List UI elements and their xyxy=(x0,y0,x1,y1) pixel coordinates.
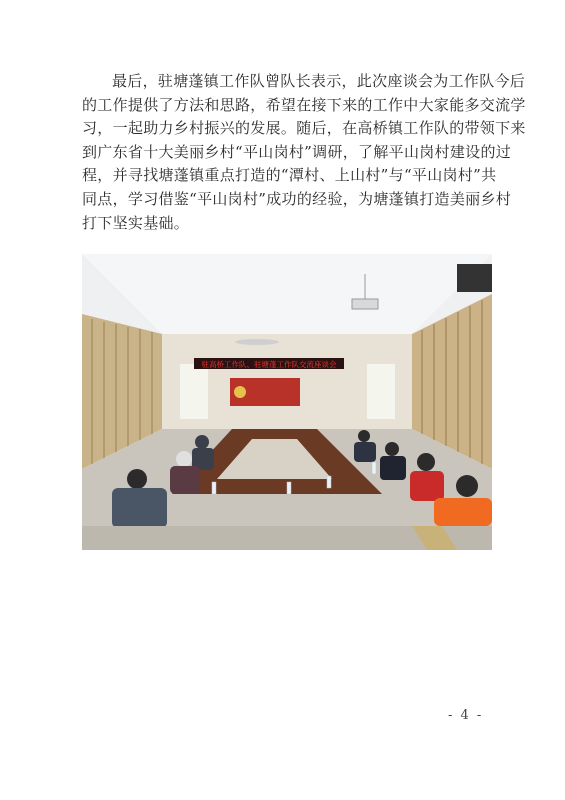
meeting-photo xyxy=(82,254,492,550)
paragraph-line: 的工作提供了方法和思路，希望在接下来的工作中大家能多交流学 xyxy=(82,95,526,114)
paragraph-line: 同点，学习借鉴“平山岗村”成功的经验，为塘蓬镇打造美丽乡村 xyxy=(82,189,512,208)
paragraph-line: 习，一起助力乡村振兴的发展。随后，在高桥镇工作队的带领下来 xyxy=(82,119,526,138)
page-number: - 4 - xyxy=(448,708,484,723)
paragraph-line: 最后，驻塘蓬镇工作队曾队长表示，此次座谈会为工作队今后 xyxy=(112,72,526,90)
body-paragraph xyxy=(82,70,526,235)
meeting-room-illustration xyxy=(82,254,492,550)
paragraph-line: 程，并寻找塘蓬镇重点打造的“潭村、上山村”与“平山岗村”共 xyxy=(82,166,497,185)
paragraph-line: 到广东省十大美丽乡村“平山岗村”调研，了解平山岗村建设的过 xyxy=(82,142,512,161)
banner-text: 驻高桥工作队、驻塘蓬工作队交流座谈会 xyxy=(201,360,337,369)
paragraph-line: 打下坚实基础。 xyxy=(82,213,190,232)
